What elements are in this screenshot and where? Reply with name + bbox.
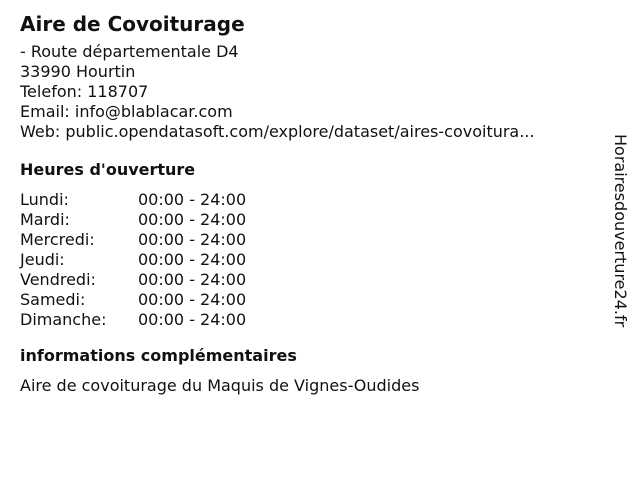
day-label: Vendredi: <box>20 270 96 289</box>
day-label: Samedi: <box>20 290 86 309</box>
hours-heading: Heures d'ouverture <box>20 160 196 179</box>
info-description: Aire de covoiturage du Maquis de Vignes-Oudides <box>20 376 420 395</box>
time-range: 00:00 - 24:00 <box>138 270 247 289</box>
time-range: 00:00 - 24:00 <box>138 290 247 309</box>
time-range: 00:00 - 24:00 <box>138 210 247 229</box>
time-range: 00:00 - 24:00 <box>138 310 247 329</box>
day-label: Mercredi: <box>20 230 95 249</box>
day-label: Mardi: <box>20 210 70 229</box>
info-heading: informations complémentaires <box>20 346 297 365</box>
time-range: 00:00 - 24:00 <box>138 190 247 209</box>
phone-text: Telefon: 118707 <box>20 82 149 101</box>
hours-row-wednesday <box>20 230 600 250</box>
day-label: Jeudi: <box>20 250 65 269</box>
web-link[interactable]: Web: public.opendatasoft.com/explore/dataset/aires-covoitura... <box>20 122 535 141</box>
place-card <box>20 10 600 396</box>
brand-watermark: Horairesdouverture24.fr <box>611 134 630 328</box>
hours-row-friday <box>20 270 600 290</box>
address-city: 33990 Hourtin <box>20 62 136 81</box>
opening-hours-table <box>20 190 600 330</box>
time-range: 00:00 - 24:00 <box>138 230 247 249</box>
time-range: 00:00 - 24:00 <box>138 250 247 269</box>
day-label: Lundi: <box>20 190 69 209</box>
email-text: Email: info@blablacar.com <box>20 102 233 121</box>
hours-row-saturday <box>20 290 600 310</box>
hours-row-thursday <box>20 250 600 270</box>
hours-row-sunday <box>20 310 600 330</box>
hours-row-monday <box>20 190 600 210</box>
address-street: - Route départementale D4 <box>20 42 239 61</box>
contact-block <box>20 42 600 142</box>
hours-row-tuesday <box>20 210 600 230</box>
day-label: Dimanche: <box>20 310 107 329</box>
place-title: Aire de Covoiturage <box>20 12 245 36</box>
